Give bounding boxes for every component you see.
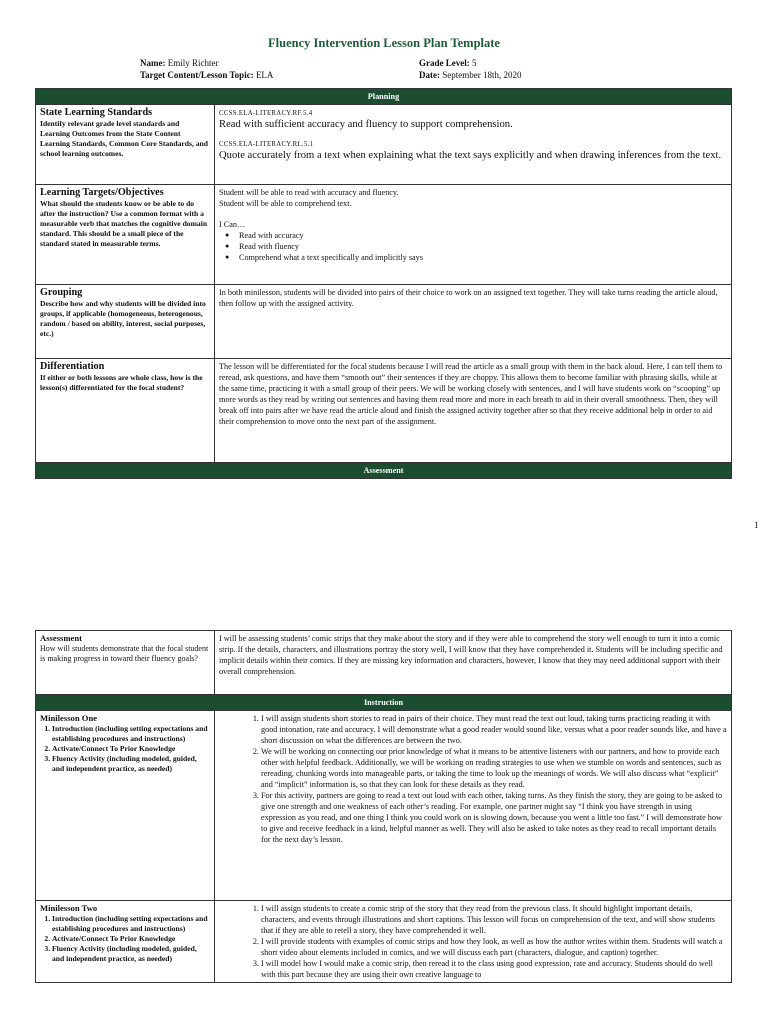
list-item: ● Read with accuracy	[239, 230, 727, 241]
page-two	[0, 548, 768, 1024]
list-item: 1. I will assign students short stories to read in pairs of their choice. They must read the text out loud, taking turns practicing reading it with good intonation, rate and accuracy. I will demonstrate what a good reader would sound like, versus what a poor reader sounds like, and have a short discussion on what the differences are between the two.	[261, 713, 727, 746]
minilesson-two-row	[36, 901, 732, 983]
assessment-desc: How will students demonstrate that the focal student is making progress in toward their fluency goals?	[40, 644, 209, 663]
date-label: Date:	[419, 70, 440, 80]
topic-label: Target Content/Lesson Topic:	[140, 70, 254, 80]
date-line	[419, 69, 522, 81]
list-item: 3. I will model how I would make a comic strip, then reread it to the class using good expression, rate and accuracy. Students should do well with this part because they are using their own creative language to	[261, 958, 727, 980]
differentiation-text: The lesson will be differentiated for the focal students because I will read the article as a small group with them in the back aloud. Here, I can tell them to reread, ask questions, and have them “smooth out” their sentences if they are choppy. This allows them to become familiar with phrasing skills, while at the same time, practicing it with a small group of their peers. We will be working closely with sentences, and I will have students work on “scooping” up more words as they read by writing out sentences and having them read more and more in each breath to aid in their overall smoothness. Then, they will break off into pairs after we have read the article aloud and finish the assigned activity together after so that they receive additional help in order to aid their comprehension to move onto the next part of the assignment.	[215, 359, 732, 463]
grade-value: 5	[472, 58, 477, 68]
minilesson-two-parts	[40, 914, 210, 964]
minilesson-one-parts	[40, 724, 210, 774]
list-item: ● Read with fluency	[239, 241, 727, 252]
differentiation-row	[36, 359, 732, 463]
list-item: 2. We will be working on connecting our prior knowledge of what it means to be attentive listeners with our partners, and how to provide each other with helpful feedback. Additionally, we will be working on reading strategies to use when we stumble on words and sentences, such as rereading, chunking words into manageable parts, or taking the time to look up the meanings of words. We will also discuss what “explicit” and “implicit” information is, so that they can look for these details as they read.	[261, 746, 727, 790]
standard-code-1: CCSS.ELA-LITERACY.RF.5.4	[219, 110, 313, 117]
targets-row	[36, 185, 732, 285]
grouping-text: In both minilesson, students will be divided into pairs of their choice to work on an assigned text together. They will take turns reading the article aloud, then follow up with the assigned activity.	[215, 285, 732, 359]
list-item: 3. For this activity, partners are going to read a text out loud with each other, taking turns. As they finish the story, they are going to be asked to give one strength and one weakness of each other’s reading. For example, one partner might say “I think you have strength in using expression as you read, and one thing I think you could work on is slowing down, because you went a little too fast.” I will demonstrate how to give and receive feedback in a kind, helpful manner as well. They will also be asked to take notes as they read to recall important details for the next day’s lesson.	[261, 790, 727, 845]
name-value: Emily Richter	[167, 58, 219, 68]
list-item: ● Comprehend what a text specifically and implicitly says	[239, 252, 727, 263]
list-item: 3. Fluency Activity (including modeled, guided, and independent practice, as needed)	[52, 754, 210, 774]
instruction-table	[35, 630, 732, 983]
list-item: 1. Introduction (including setting expectations and establishing procedures and instructions)	[52, 914, 210, 934]
list-item: 2. Activate/Connect To Prior Knowledge	[52, 934, 210, 944]
topic-value: ELA	[255, 70, 274, 80]
target-line-1: Student will be able to read with accuracy and fluency.	[219, 188, 399, 197]
target-line-2: Student will be able to comprehend text.	[219, 199, 352, 208]
name-label: Name:	[140, 58, 166, 68]
targets-label: Learning Targets/Objectives	[40, 187, 164, 198]
assessment-row	[36, 631, 732, 695]
grouping-row	[36, 285, 732, 359]
assessment-text: I will be assessing students’ comic strips that they make about the story and if they were able to comprehend the story well enough to turn it into a comic strip. If the details, characters, and illustrations portray the story well, I will know that they have comprehended it. Students will be including specific and implicit details within their comics. If they are missing key information and characters, however, I know that they may need additional support with their overall comprehension.	[215, 631, 732, 695]
grouping-label: Grouping	[40, 287, 83, 298]
standards-desc: Identify relevant grade level standards and Learning Outcomes from the State Content Learning Standards, Common Core Standards, and school learning outcomes.	[40, 119, 209, 158]
minilesson-two-steps	[219, 903, 727, 980]
assessment-header: Assessment	[36, 463, 732, 479]
standard-code-2: CCSS.ELA-LITERACY.RL.5.1	[219, 140, 314, 148]
minilesson-one-row	[36, 711, 732, 901]
standards-row	[36, 105, 732, 185]
standard-text-2: Quote accurately from a text when explaining what the text says explicitly and when drawing inferences from the text.	[219, 149, 722, 161]
minilesson-two-label: Minilesson Two	[40, 903, 98, 913]
differentiation-desc: If either or both lessons are whole class, how is the lesson(s) differentiated for the focal student?	[40, 373, 203, 392]
grouping-desc: Describe how and why students will be divided into groups, if applicable (homogeneous, heterogenous, random / based on ability, interest, social purposes, etc.)	[40, 299, 206, 338]
date-value: September 18th, 2020	[442, 70, 522, 80]
i-can-list	[219, 230, 727, 263]
grade-line	[419, 57, 477, 69]
grade-label: Grade Level:	[419, 58, 470, 68]
planning-header: Planning	[36, 89, 732, 105]
targets-desc: What should the students know or be able to do after the instruction? Use a common format with a measurable verb that matches the cognitive domain standard. This should be a small piece of the standard stated in measurable terms.	[40, 199, 208, 248]
page-number: 1	[754, 520, 759, 530]
assessment-label: Assessment	[40, 633, 83, 643]
i-can-heading: I Can…	[219, 220, 246, 229]
minilesson-one-label: Minilesson One	[40, 713, 98, 723]
standard-text-1: Read with sufficient accuracy and fluency to support comprehension.	[219, 119, 513, 130]
planning-table	[35, 88, 732, 479]
differentiation-label: Differentiation	[40, 361, 105, 372]
list-item: 1. Introduction (including setting expectations and establishing procedures and instructions)	[52, 724, 210, 744]
list-item: 1. I will assign students to create a comic strip of the story that they read from the previous class. It should highlight important details, characters, and events through illustrations and short captions. This lesson will focus on comprehension of the text, and will show students that if they are able to retell a story, they have comprehended it well.	[261, 903, 727, 936]
list-item: 2. Activate/Connect To Prior Knowledge	[52, 744, 210, 754]
standards-label: State Learning Standards	[40, 107, 153, 118]
list-item: 2. I will provide students with examples of comic strips and how they look, as well as how the author writes within them. Students will watch a short video about elements included in comics, and we will discuss each part (characters, dialogue, and caption) together.	[261, 936, 727, 958]
name-line	[140, 57, 219, 69]
topic-line	[140, 69, 273, 81]
list-item: 3. Fluency Activity (including modeled, guided, and independent practice, as needed)	[52, 944, 210, 964]
minilesson-one-steps	[219, 713, 727, 845]
document-title: Fluency Intervention Lesson Plan Template	[268, 36, 500, 50]
instruction-header: Instruction	[36, 695, 732, 711]
